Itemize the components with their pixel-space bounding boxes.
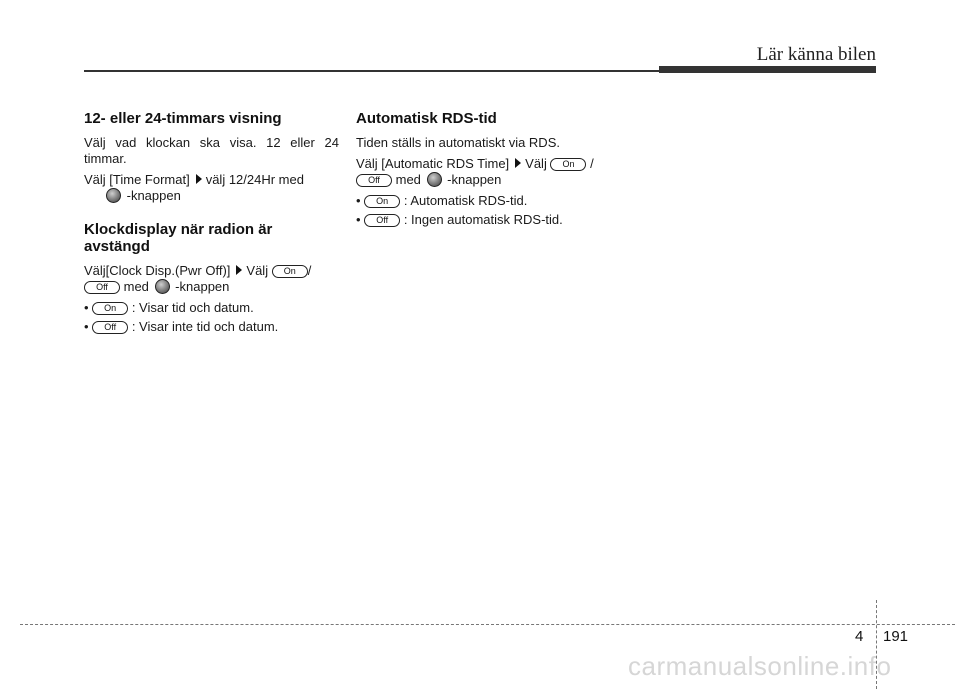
arrow-right-icon (196, 174, 202, 184)
text: Välj[Clock Disp.(Pwr Off)] (84, 263, 231, 278)
header-rule-thin (84, 70, 659, 72)
knob-icon (106, 188, 121, 203)
off-badge: Off (84, 281, 120, 294)
bullet: • (356, 212, 361, 227)
text: : Visar tid och datum. (131, 300, 254, 315)
on-badge: On (550, 158, 586, 171)
text: Välj (246, 263, 269, 278)
instruction-time-format (84, 172, 339, 204)
header-rule-thick (659, 66, 876, 73)
chapter-number: 4 (855, 628, 864, 645)
text: : Automatisk RDS-tid. (403, 193, 528, 208)
list-item (356, 212, 626, 228)
on-badge: On (364, 195, 400, 208)
instruction-clock-display (84, 263, 339, 295)
knob-icon (427, 172, 442, 187)
footer-rule (20, 624, 955, 625)
right-column (356, 110, 626, 231)
text: -knappen (175, 279, 230, 294)
bullet: • (84, 319, 89, 334)
text: med (395, 172, 421, 187)
text: / (590, 156, 594, 171)
off-badge: Off (92, 321, 128, 334)
left-column (84, 110, 339, 338)
page-number: 191 (883, 628, 909, 645)
list-item (356, 193, 626, 209)
list-item (84, 319, 339, 335)
off-badge: Off (356, 174, 392, 187)
bullet: • (356, 193, 361, 208)
section-heading-time-format: 12- eller 24-timmars visning (84, 110, 282, 127)
arrow-right-icon (515, 158, 521, 168)
text: med (123, 279, 149, 294)
indent (84, 188, 104, 203)
text: välj 12/24Hr med (205, 172, 304, 187)
on-badge: On (272, 265, 308, 278)
bullet: • (84, 300, 89, 315)
section-heading-rds-time: Automatisk RDS-tid (356, 110, 497, 127)
text: : Visar inte tid och datum. (131, 319, 279, 334)
text: : Ingen automatisk RDS-tid. (403, 212, 563, 227)
knob-icon (155, 279, 170, 294)
paragraph: Tiden ställs in automatiskt via RDS. (356, 135, 560, 150)
list-item (84, 300, 339, 316)
on-badge: On (92, 302, 128, 315)
watermark: carmanualsonline.info (628, 651, 892, 681)
section-heading-clock-display: Klockdisplay när radion är avstängd (84, 221, 273, 255)
header-title: Lär känna bilen (756, 44, 876, 65)
paragraph: Välj vad klockan ska visa. 12 eller 24 timmar. (84, 135, 339, 166)
text: Välj [Time Format] (84, 172, 190, 187)
text: / (307, 263, 312, 278)
text: -knappen (447, 172, 502, 187)
text: -knappen (126, 188, 181, 203)
off-badge: Off (364, 214, 400, 227)
instruction-rds-time (356, 156, 626, 188)
text: Välj [Automatic RDS Time] (356, 156, 510, 171)
text: Välj (525, 156, 547, 171)
arrow-right-icon (236, 265, 242, 275)
